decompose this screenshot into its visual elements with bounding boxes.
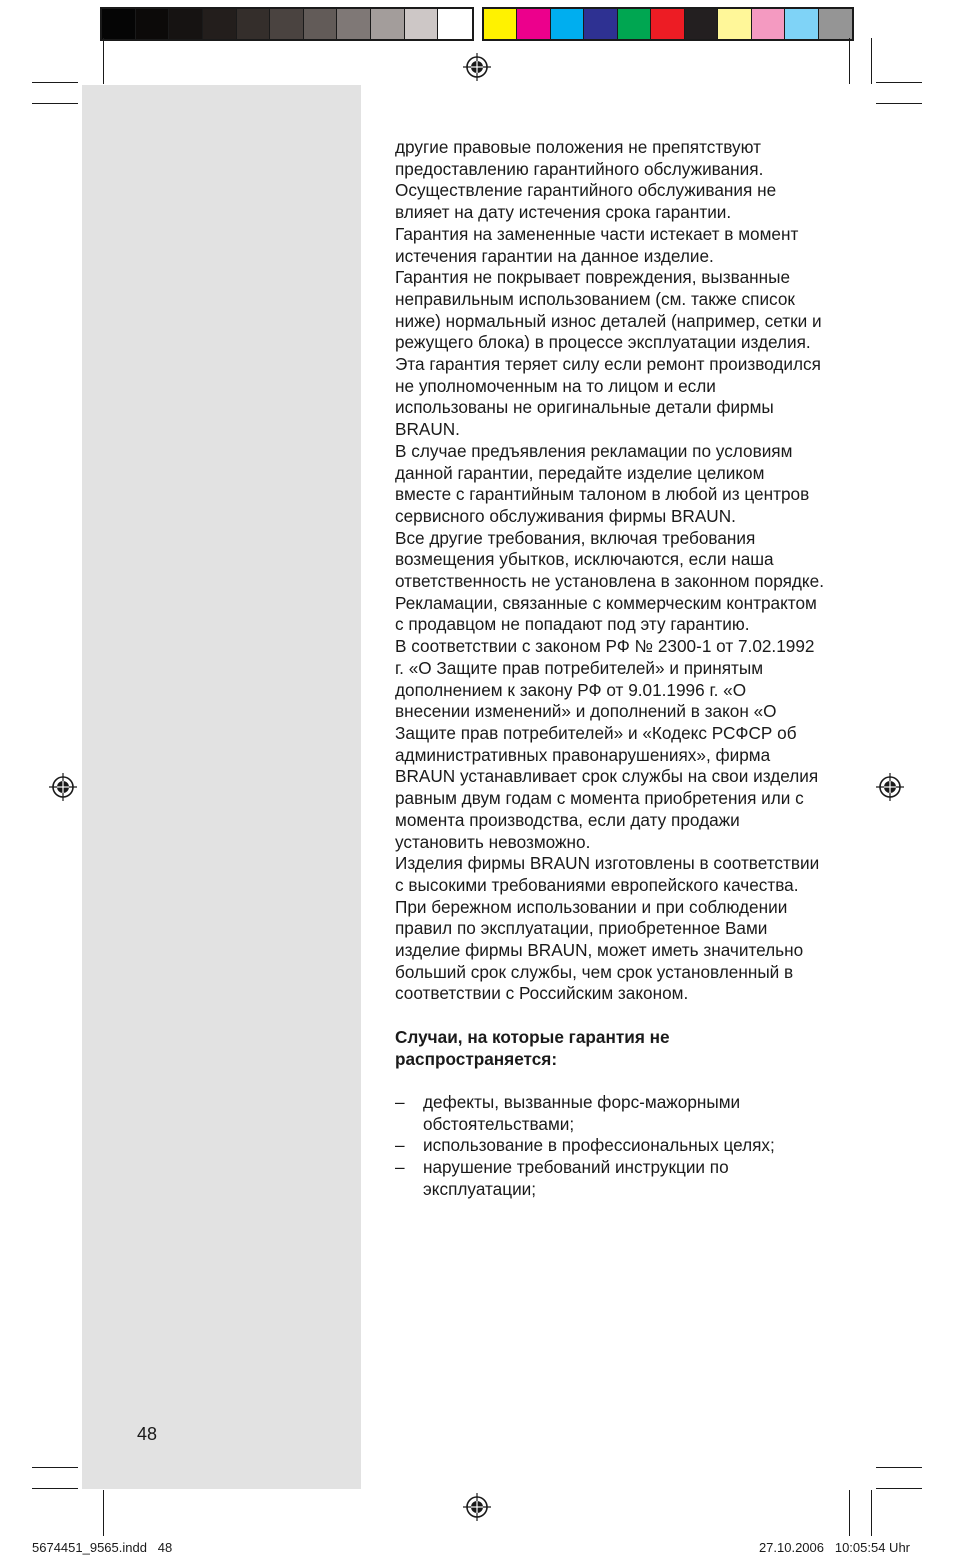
grayscale-color-bar — [100, 7, 474, 41]
color-swatch — [136, 9, 170, 39]
color-swatch — [651, 9, 684, 39]
paragraph: Все другие требования, включая требования возмещения убытков, исключаются, если наша ответственность не установлена в законном порядке. — [395, 527, 824, 592]
registration-mark-icon — [876, 773, 904, 801]
color-swatch — [304, 9, 338, 39]
color-swatch — [270, 9, 304, 39]
registration-mark-icon — [463, 53, 491, 81]
color-swatch — [438, 9, 472, 39]
side-panel — [82, 85, 361, 1489]
color-swatch — [405, 9, 439, 39]
warranty-text — [395, 137, 825, 1200]
footer-timestamp: 27.10.2006 10:05:54 Uhr — [758, 1540, 910, 1555]
color-swatch — [203, 9, 237, 39]
paragraph: Рекламации, связанные с коммерческим контрактом с продавцом не попадают под эту гарантию. — [395, 592, 817, 635]
list-item-text: нарушение требований инструкции по эксплуатации; — [423, 1157, 729, 1199]
color-swatch — [169, 9, 203, 39]
color-swatch — [371, 9, 405, 39]
color-swatch — [718, 9, 751, 39]
paragraph: Гарантия на замененные части истекает в момент истечения гарантии на данное изделие. — [395, 223, 799, 266]
paragraph: Гарантия не покрывает повреждения, вызванные неправильным использованием (см. также список ниже) нормальный износ деталей (например, сетки и режущего блока) в процессе эксплуатации изделия. — [395, 267, 822, 353]
paragraph: Эта гарантия теряет силу если ремонт производился не уполномоченным на то лицом и если использованы не оригинальные детали фирмы BRAUN. — [395, 354, 821, 440]
color-swatch — [237, 9, 271, 39]
color-swatch — [102, 9, 136, 39]
color-swatch — [337, 9, 371, 39]
list-item-text: дефекты, вызванные форс-мажорными обстоятельствами; — [423, 1091, 741, 1134]
dash-marker: – — [395, 1135, 405, 1156]
color-swatch — [517, 9, 550, 39]
exclusions-list — [395, 1092, 825, 1201]
paragraph: В соответствии с законом РФ № 2300-1 от 7.02.1992 г. «О Защите прав потребителей» и принятым дополнением к закону РФ от 9.01.1996 г. «О внесении изменений» и дополнений в закон «О Защите прав потребителей» и «Кодекс РСФСР об административных правонарушениях», фирма BRAUN устанавливает срок службы на свои изделия равным двум годам с момента приобретения или с момента производства, если дату продажи установить невозможно. — [395, 636, 819, 852]
color-swatch — [618, 9, 651, 39]
registration-mark-icon — [49, 773, 77, 801]
process-color-bar — [482, 7, 854, 41]
color-swatch — [752, 9, 785, 39]
footer-file-info: 5674451_9565.indd 48 — [32, 1540, 173, 1555]
color-swatch — [484, 9, 517, 39]
paragraph: Изделия фирмы BRAUN изготовлены в соответствии с высокими требованиями европейского качества. При бережном использовании и при соблюдении правил по эксплуатации, приобретенное Вами изделие фирмы BRAUN, может иметь значительно больший срок службы, чем срок установленный в соответствии с Российским законом. — [395, 853, 820, 1004]
paragraph: В случае предъявления рекламации по условиям данной гарантии, передайте изделие целиком вместе с гарантийным талоном в любой из центров сервисного обслуживания фирмы BRAUN. — [395, 440, 810, 526]
list-item — [395, 1157, 825, 1200]
color-swatch — [584, 9, 617, 39]
list-item — [395, 1135, 825, 1157]
paragraph: другие правовые положения не препятствуют предоставлению гарантийного обслуживания. — [395, 137, 764, 179]
dash-marker: – — [395, 1157, 405, 1178]
registration-mark-icon — [463, 1493, 491, 1521]
color-swatch — [819, 9, 852, 39]
section-heading: Случаи, на которые гарантия не распространяется: — [395, 1026, 670, 1069]
paragraph: Осуществление гарантийного обслуживания не влияет на дату истечения срока гарантии. — [395, 180, 777, 223]
list-item-text: использование в профессиональных целях; — [423, 1135, 775, 1156]
color-swatch — [685, 9, 718, 39]
dash-marker: – — [395, 1091, 405, 1112]
color-swatch — [785, 9, 818, 39]
color-swatch — [551, 9, 584, 39]
page-number: 48 — [137, 1424, 158, 1444]
list-item — [395, 1092, 825, 1135]
